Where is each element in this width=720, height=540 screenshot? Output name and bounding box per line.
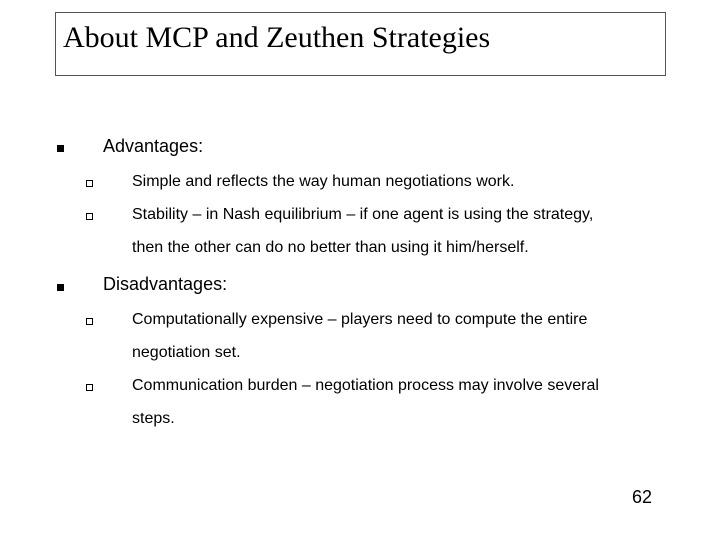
- title-box: [55, 12, 666, 76]
- disadvantage-item-2-continued: steps.: [132, 410, 175, 427]
- disadvantages-heading: [103, 273, 227, 295]
- sub-bullet-icon: [86, 180, 93, 187]
- advantage-item-2: Stability – in Nash equilibrium – if one agent is using the strategy,: [132, 206, 594, 223]
- advantages-heading-label: Advantages: [103, 136, 199, 156]
- sub-bullet-icon: [86, 318, 93, 325]
- bullet-square-icon: [57, 145, 64, 152]
- page-number: 62: [632, 487, 653, 507]
- disadvantage-item-1: Computationally expensive – players need to compute the entire: [132, 311, 588, 328]
- slide-title: About MCP and Zeuthen Strategies: [63, 21, 491, 54]
- advantage-item-1: Simple and reflects the way human negotiations work.: [132, 173, 515, 190]
- advantage-item-2-continued: then the other can do no better than using it him/herself.: [132, 239, 529, 256]
- bullet-square-icon: [57, 284, 64, 291]
- disadvantage-item-2: Communication burden – negotiation process may involve several: [132, 377, 599, 394]
- disadvantages-heading-colon: :: [222, 274, 228, 294]
- advantages-heading-colon: :: [198, 136, 204, 156]
- disadvantages-heading-label: Disadvantages: [103, 274, 223, 294]
- sub-bullet-icon: [86, 384, 93, 391]
- disadvantage-item-1-continued: negotiation set.: [132, 344, 241, 361]
- advantages-heading: [103, 135, 203, 157]
- sub-bullet-icon: [86, 213, 93, 220]
